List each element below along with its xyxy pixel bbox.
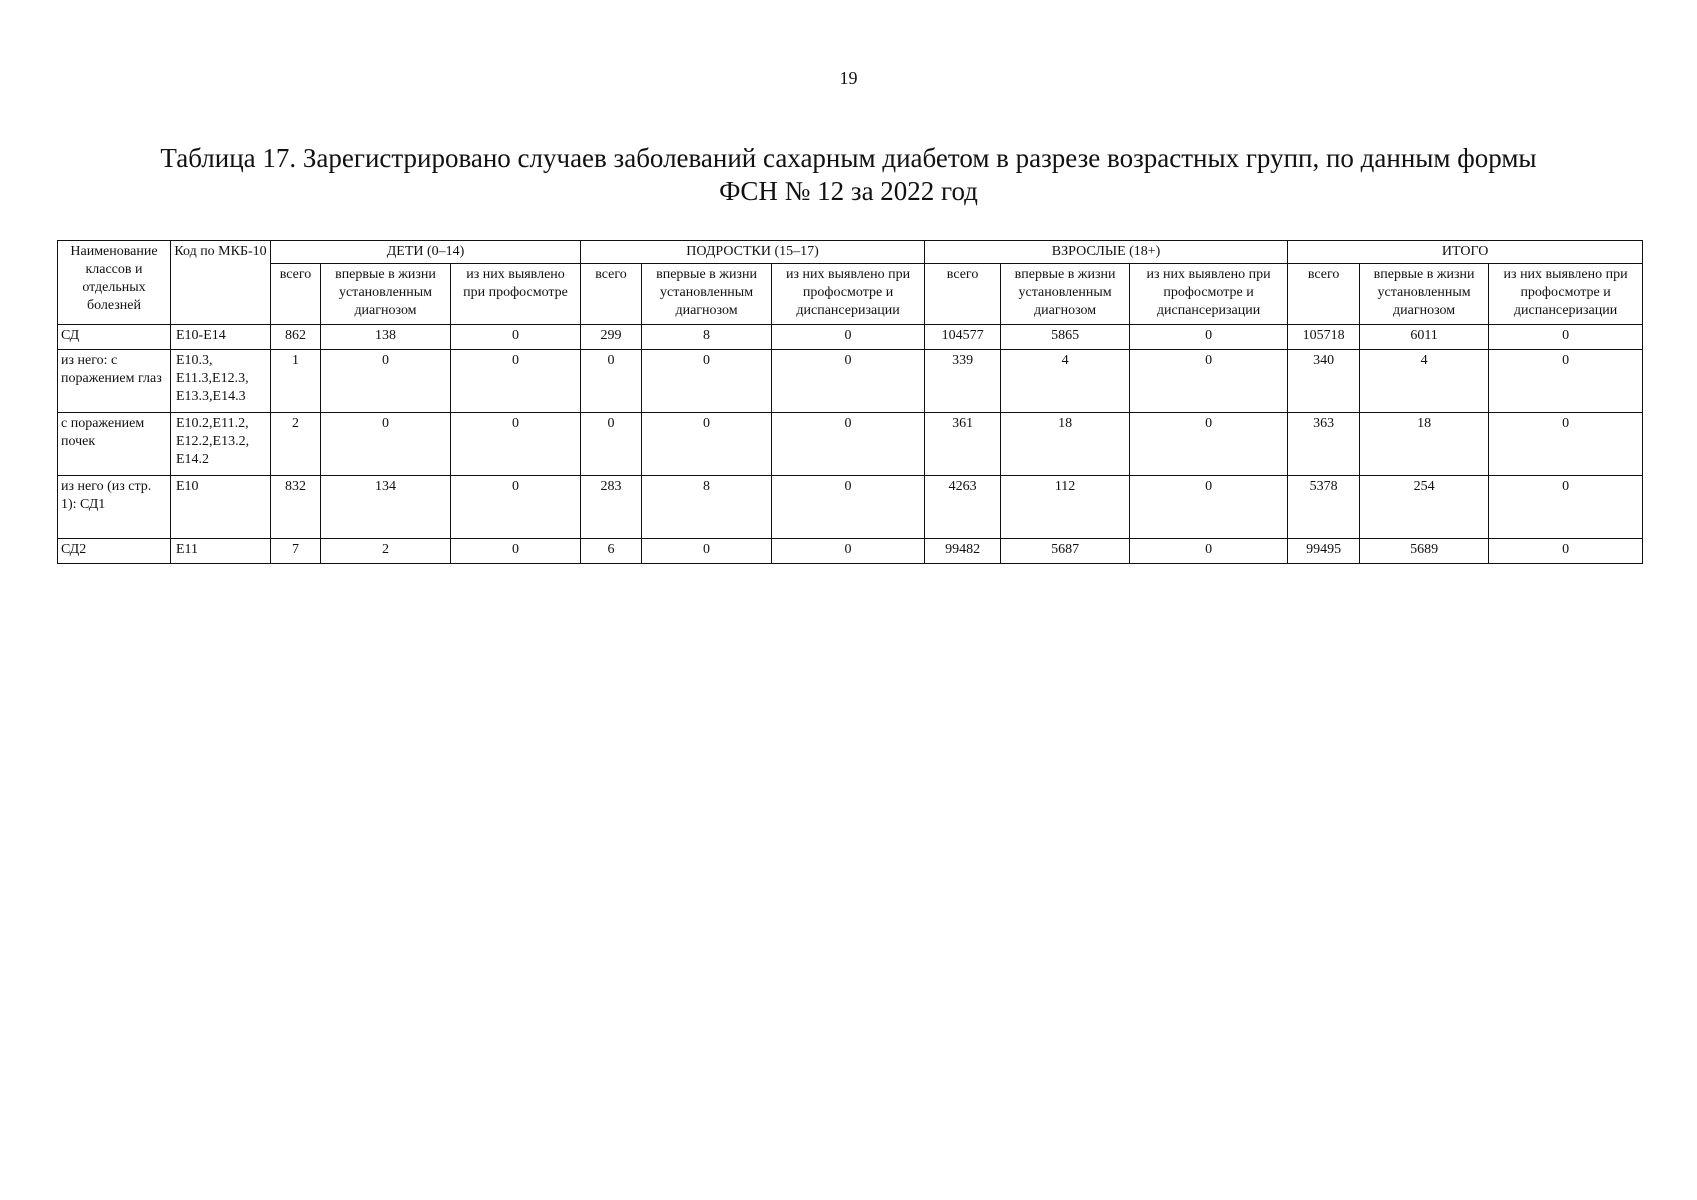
row-name-cell: СД2 [58,539,171,564]
page-number: 19 [839,68,858,88]
value-cell: 340 [1288,350,1360,413]
value-cell: 0 [1489,350,1643,413]
value-cell: 0 [772,413,925,476]
row-name-cell: из него: с поражением глаз [58,350,171,413]
value-cell: 6011 [1360,325,1489,350]
value-cell: 0 [451,350,581,413]
value-cell: 4 [1360,350,1489,413]
table-row [58,476,1643,539]
row-code-cell: E10 [171,476,271,539]
value-cell: 5687 [1001,539,1130,564]
row-name-cell: с поражением почек [58,413,171,476]
value-cell: 862 [271,325,321,350]
value-cell: 6 [581,539,642,564]
value-cell: 0 [581,413,642,476]
value-cell: 4 [1001,350,1130,413]
group-header-children: ДЕТИ (0–14) [271,241,581,264]
value-cell: 0 [321,413,451,476]
value-cell: 0 [451,413,581,476]
sub-header-cell: всего [1288,264,1360,325]
group-header-total: ИТОГО [1288,241,1643,264]
value-cell: 5378 [1288,476,1360,539]
sub-header-cell: из них выявлено при профосмотре и диспансеризации [1130,264,1288,325]
row-name-cell: СД [58,325,171,350]
sub-header-cell: впервые в жизни установленным диагнозом [321,264,451,325]
table-row [58,325,1643,350]
value-cell: 0 [772,476,925,539]
value-cell: 0 [1130,413,1288,476]
row-code-cell: E10.3, E11.3,E12.3, E13.3,E14.3 [171,350,271,413]
group-header-teens: ПОДРОСТКИ (15–17) [581,241,925,264]
value-cell: 99482 [925,539,1001,564]
row-code-cell: E10.2,E11.2, E12.2,E13.2, E14.2 [171,413,271,476]
value-cell: 0 [1130,350,1288,413]
value-cell: 0 [321,350,451,413]
value-cell: 1 [271,350,321,413]
value-cell: 832 [271,476,321,539]
sub-header-cell: впервые в жизни установленным диагнозом [1360,264,1489,325]
sub-header-cell: всего [581,264,642,325]
value-cell: 361 [925,413,1001,476]
table-title-line-2: ФСН № 12 за 2022 год [719,176,978,206]
table-row [58,413,1643,476]
value-cell: 18 [1360,413,1489,476]
table-title [100,142,1597,208]
value-cell: 0 [772,539,925,564]
value-cell: 0 [1489,413,1643,476]
value-cell: 0 [772,350,925,413]
value-cell: 299 [581,325,642,350]
value-cell: 0 [1489,476,1643,539]
value-cell: 0 [451,539,581,564]
value-cell: 0 [772,325,925,350]
value-cell: 5865 [1001,325,1130,350]
value-cell: 0 [642,350,772,413]
value-cell: 2 [321,539,451,564]
group-header-adults: ВЗРОСЛЫЕ (18+) [925,241,1288,264]
value-cell: 138 [321,325,451,350]
value-cell: 105718 [1288,325,1360,350]
diabetes-cases-table [57,240,1643,564]
sub-header-cell: всего [925,264,1001,325]
value-cell: 363 [1288,413,1360,476]
value-cell: 0 [1130,539,1288,564]
sub-header-row [58,264,1643,325]
col-name-header: Наименование классов и отдельных болезней [58,241,171,325]
value-cell: 8 [642,325,772,350]
sub-header-cell: из них выявлено при профосмотре и диспансеризации [772,264,925,325]
col-code-header: Код по МКБ-10 [171,241,271,325]
value-cell: 0 [581,350,642,413]
value-cell: 0 [451,476,581,539]
value-cell: 7 [271,539,321,564]
value-cell: 0 [1489,325,1643,350]
value-cell: 283 [581,476,642,539]
value-cell: 18 [1001,413,1130,476]
value-cell: 0 [642,539,772,564]
value-cell: 339 [925,350,1001,413]
sub-header-cell: впервые в жизни установленным диагнозом [1001,264,1130,325]
value-cell: 134 [321,476,451,539]
table-title-line-1: Таблица 17. Зарегистрировано случаев заболеваний сахарным диабетом в разрезе возрастных групп, по данным формы [160,143,1537,173]
value-cell: 0 [451,325,581,350]
row-code-cell: E10-E14 [171,325,271,350]
value-cell: 0 [1130,325,1288,350]
sub-header-cell: всего [271,264,321,325]
value-cell: 8 [642,476,772,539]
value-cell: 4263 [925,476,1001,539]
value-cell: 5689 [1360,539,1489,564]
value-cell: 0 [1130,476,1288,539]
table-row [58,539,1643,564]
group-header-row [58,241,1643,264]
value-cell: 112 [1001,476,1130,539]
table-row [58,350,1643,413]
row-code-cell: E11 [171,539,271,564]
value-cell: 254 [1360,476,1489,539]
value-cell: 104577 [925,325,1001,350]
row-name-cell: из него (из стр. 1): СД1 [58,476,171,539]
sub-header-cell: из них выявлено при профосмотре [451,264,581,325]
value-cell: 0 [642,413,772,476]
sub-header-cell: из них выявлено при профосмотре и диспансеризации [1489,264,1643,325]
value-cell: 0 [1489,539,1643,564]
value-cell: 99495 [1288,539,1360,564]
sub-header-cell: впервые в жизни установленным диагнозом [642,264,772,325]
value-cell: 2 [271,413,321,476]
